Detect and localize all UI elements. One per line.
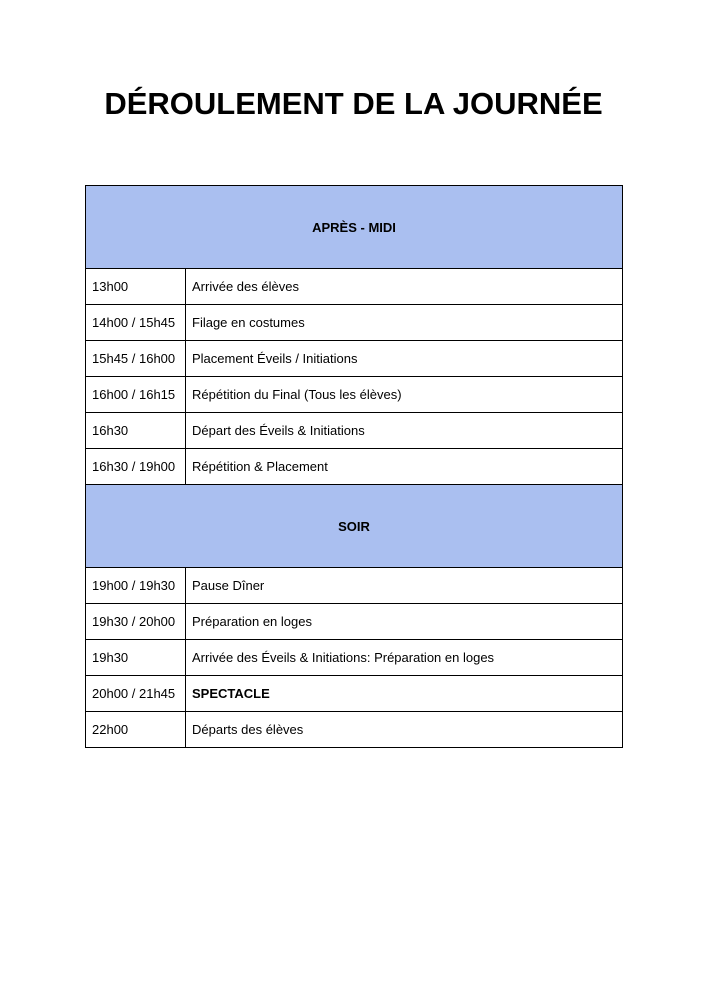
- activity-cell: Arrivée des élèves: [186, 269, 623, 305]
- table-row: [86, 341, 623, 377]
- table-row: [86, 604, 623, 640]
- time-cell: 16h00 / 16h15: [86, 377, 186, 413]
- activity-cell: Répétition du Final (Tous les élèves): [186, 377, 623, 413]
- time-cell: 14h00 / 15h45: [86, 305, 186, 341]
- time-cell: 22h00: [86, 712, 186, 748]
- time-cell: 20h00 / 21h45: [86, 676, 186, 712]
- table-row: [86, 712, 623, 748]
- section-heading: APRÈS - MIDI: [86, 186, 623, 269]
- table-row: [86, 269, 623, 305]
- schedule-table: [85, 185, 623, 748]
- section-header-afternoon: [86, 186, 623, 269]
- time-cell: 16h30: [86, 413, 186, 449]
- table-row: [86, 449, 623, 485]
- activity-cell: Arrivée des Éveils & Initiations: Préparation en loges: [186, 640, 623, 676]
- time-cell: 19h30 / 20h00: [86, 604, 186, 640]
- section-header-evening: [86, 485, 623, 568]
- table-row: [86, 413, 623, 449]
- activity-cell: Placement Éveils / Initiations: [186, 341, 623, 377]
- table-row: [86, 676, 623, 712]
- time-cell: 13h00: [86, 269, 186, 305]
- time-cell: 19h00 / 19h30: [86, 568, 186, 604]
- section-heading: SOIR: [86, 485, 623, 568]
- time-cell: 15h45 / 16h00: [86, 341, 186, 377]
- activity-cell: Préparation en loges: [186, 604, 623, 640]
- time-cell: 19h30: [86, 640, 186, 676]
- time-cell: 16h30 / 19h00: [86, 449, 186, 485]
- table-row: [86, 305, 623, 341]
- activity-cell: Filage en costumes: [186, 305, 623, 341]
- activity-cell: Départs des élèves: [186, 712, 623, 748]
- activity-cell-highlight: SPECTACLE: [186, 676, 623, 712]
- table-row: [86, 568, 623, 604]
- page-title: DÉROULEMENT DE LA JOURNÉE: [104, 86, 603, 121]
- table-row: [86, 640, 623, 676]
- activity-cell: Répétition & Placement: [186, 449, 623, 485]
- activity-cell: Pause Dîner: [186, 568, 623, 604]
- table-row: [86, 377, 623, 413]
- activity-cell: Départ des Éveils & Initiations: [186, 413, 623, 449]
